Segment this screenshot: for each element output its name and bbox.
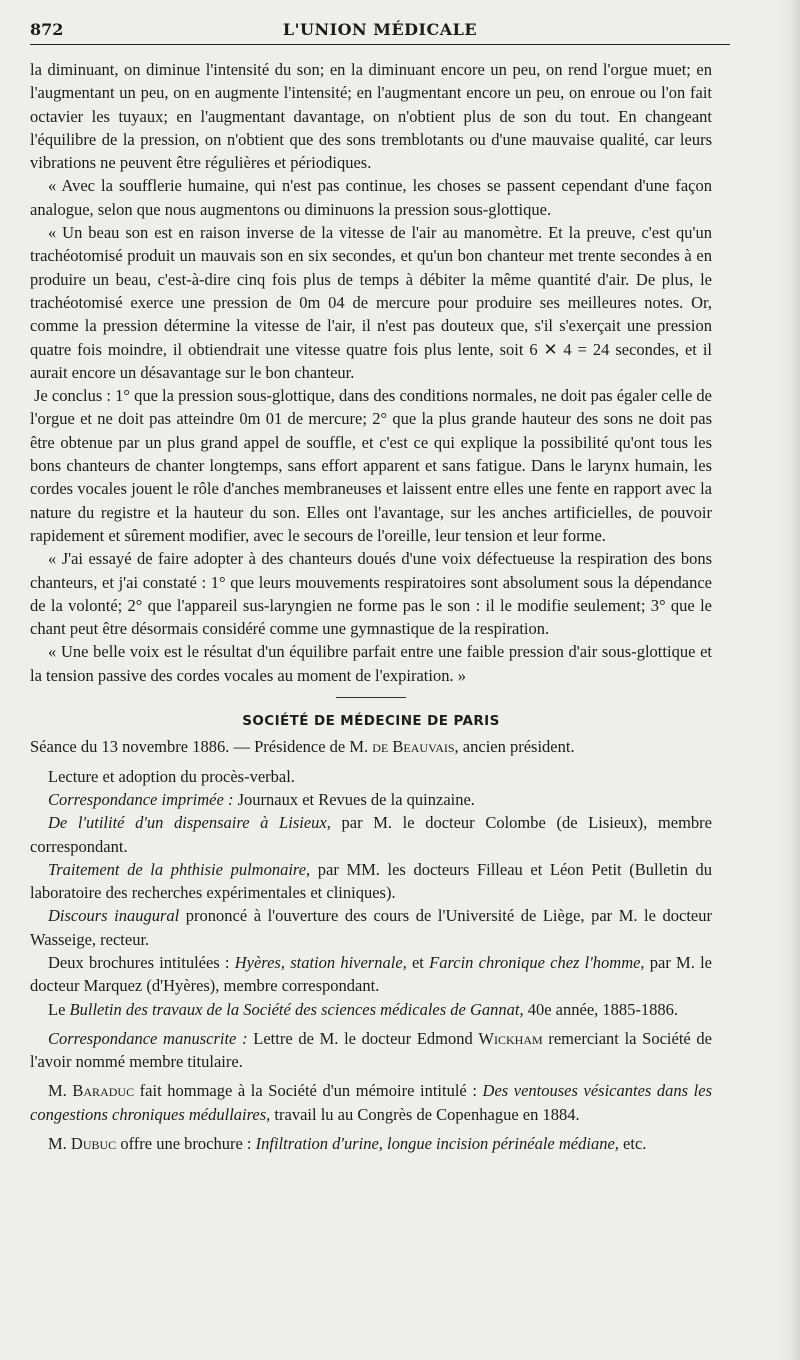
item-heading: De l'utilité d'un dispensaire à Lisieux, [48, 813, 331, 833]
item-text: etc. [618, 1134, 647, 1154]
item-heading: Discours inaugural [48, 906, 180, 926]
proceeding-item [30, 1079, 712, 1126]
item-heading: Traitement de la phthisie pulmonaire, [48, 859, 311, 879]
item-heading: Correspondance imprimée : [48, 789, 234, 809]
proceeding-item [30, 951, 712, 998]
item-text: Lettre de M. le docteur Edmond [247, 1028, 479, 1048]
paragraph-continued: la diminuant, on diminue l'intensité du son; en la diminuant encore un peu, on rend l'orgue muet; en l'augmentant un peu, on en augmente l'intensité; en l'augmentant encore un peu, on enroue ou l'on fait octavier les tuyaux; en l'augmentant davantage, on n'obtient plus de son du tout. En changeant l'équilibre de la pression, on n'obtient que des sons tremblotants ou d'une mauvaise qualité, car leurs vibrations ne peuvent être régulières et périodiques. [30, 60, 712, 173]
section-title: SOCIÉTÉ DE MÉDECINE DE PARIS [242, 713, 500, 730]
article-body [30, 58, 712, 1155]
person-name: Dubuc [70, 1134, 117, 1154]
proceeding-item [30, 788, 712, 811]
section-divider [336, 697, 406, 698]
paragraph: « J'ai essayé de faire adopter à des chanteurs doués d'une voix défectueuse la respiration des bons chanteurs, et j'ai constaté : 1° que leurs mouvements respiratoires sont absolument sous la dépendance de la volonté; 2° que l'appareil sus-laryngien ne forme pas le son : il le modifie seulement; 3° que le chant peut être désormais considéré comme une gymnastique de la respiration. [30, 549, 712, 639]
proceeding-item [30, 998, 712, 1021]
page-header [30, 14, 730, 45]
person-name: Wickham [478, 1028, 543, 1048]
session-text-end: , ancien président. [454, 737, 575, 757]
item-heading: Farcin chronique chez l'homme, [429, 952, 645, 972]
person-name: Baraduc [72, 1081, 135, 1101]
item-heading: Correspondance manuscrite : [48, 1028, 248, 1048]
item-heading: Bulletin des travaux de la Société des sciences médicales de Gannat, [69, 999, 524, 1019]
proceeding-item [30, 811, 712, 858]
item-heading: Infiltration d'urine, longue incision périnéale médiane, [255, 1134, 619, 1154]
item-text: par M. le docteur Marquez (d'Hyères), membre correspondant. [30, 952, 712, 996]
item-text: remerciant la Société de l'avoir nommé membre titulaire. [30, 1028, 712, 1072]
paragraph: « Un beau son est en raison inverse de la vitesse de l'air au manomètre. Et la preuve, c'est qu'un trachéotomisé produit un mauvais son en six secondes, et qu'un bon chanteur met trente secondes à en produire un beau, c'est-à-dire cinq fois plus de temps à débiter la même quantité d'air. De plus, le trachéotomisé exerce une pression de 0m 04 de mercure pour produire ses meilleures notes. Or, comme la pression détermine la vitesse de l'air, il n'est pas douteux que, s'il s'exerçait une pression quatre fois moindre, il obtiendrait une vitesse quatre fois plus lente, soit 6 ✕ 4 = 24 secondes, et il aurait encore un désavantage sur le bon chanteur. [30, 223, 712, 382]
paragraph: Je conclus : 1° que la pression sous-glottique, dans des conditions normales, ne doit pas égaler celle de l'orgue et ne doit pas atteindre 0m 01 de mercure; 2° que la plus grande hauteur des sons ne doit pas être obtenue par un plus grand appel de souffle, et c'est ce qui explique la possibilité qu'ont tous les bons chanteurs de chanter longtemps, sans effort apparent et sans fatigue. Dans le larynx humain, les cordes vocales jouent le rôle d'anches membraneuses et laissent entre elles une fente en rapport avec la nature du registre et la hauteur du son. Elles ont l'avantage, sur les anches artificielles, de pouvoir rapidement et sûrement modifier, avec le secours de l'oreille, leur tension et leur forme. [30, 386, 712, 545]
item-text: fait hommage à la Société d'un mémoire intitulé : [134, 1081, 483, 1101]
item-text: par M. le docteur Colombe (de Lisieux), membre correspondant. [30, 813, 712, 856]
item-text: Deux brochures intitulées : [48, 952, 235, 972]
item-text: par MM. les docteurs Filleau et Léon Petit (Bulletin du laboratoire des recherches expérimentales et cliniques). [30, 859, 713, 903]
item-text: offre une brochure : [116, 1134, 256, 1154]
running-title: L'UNION MÉDICALE [282, 20, 478, 39]
item-text: Journaux et Revues de la quinzaine. [233, 789, 475, 809]
proceeding-item [30, 765, 712, 788]
page-edge-shadow [778, 0, 800, 1360]
item-text: prononcé à l'ouverture des cours de l'Université de Liège, par M. le docteur Wasseige, recteur. [30, 906, 712, 949]
item-text: travail lu au Congrès de Copenhague en 1884. [270, 1104, 580, 1124]
item-heading: Des ventouses vésicantes dans les congestions chroniques médullaires, [30, 1081, 713, 1124]
page-number: 872 [30, 20, 64, 39]
item-text: et [406, 952, 430, 972]
item-text: Le [48, 999, 70, 1019]
paragraph: « Avec la soufflerie humaine, qui n'est pas continue, les choses se passent cependant d'une façon analogue, selon que nous augmentons ou diminuons la pression sous-glottique. [30, 176, 712, 219]
proceeding-item [30, 1027, 712, 1074]
paragraph: « Une belle voix est le résultat d'un équilibre parfait entre une faible pression d'air sous-glottique et la tension passive des cordes vocales au moment de l'expiration. » [30, 642, 712, 685]
item-heading: Hyères, station hivernale, [234, 952, 407, 972]
proceeding-item [30, 904, 712, 951]
item-text: Lecture et adoption du procès-verbal. [48, 766, 295, 786]
item-text: M. [48, 1081, 73, 1101]
session-text: Séance du 13 novembre 1886. — Présidence de M. [30, 737, 373, 757]
session-line [30, 735, 712, 758]
proceeding-item [30, 1132, 712, 1155]
item-text: M. [48, 1134, 71, 1154]
president-name: de Beauvais [372, 737, 455, 757]
item-text: 40e année, 1885-1886. [523, 999, 679, 1019]
proceeding-item [30, 858, 712, 905]
